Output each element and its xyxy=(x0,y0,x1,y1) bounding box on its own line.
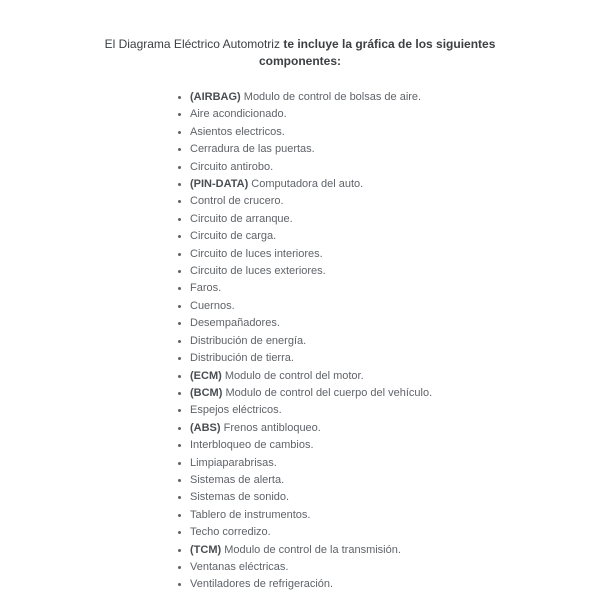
page-title-bold: te incluye la gráfica de los siguientes componentes: xyxy=(258,37,496,68)
component-list-item xyxy=(190,124,600,141)
component-label: Circuito de carga. xyxy=(190,230,277,243)
component-code: (ECM) xyxy=(190,369,222,382)
component-label: Computadora del auto. xyxy=(248,178,364,191)
component-label: Faros. xyxy=(190,282,222,295)
page-title-regular: El Diagrama Eléctrico Automotriz xyxy=(104,37,280,51)
component-list-item xyxy=(190,489,600,506)
component-label: Control de crucero. xyxy=(190,195,284,208)
component-list-item xyxy=(190,559,600,576)
component-label: Cerradura de las puertas. xyxy=(190,143,315,156)
component-list-item xyxy=(190,246,600,263)
component-label: Circuito antirobo. xyxy=(190,160,274,173)
component-label: Circuito de luces exteriores. xyxy=(190,265,326,278)
component-list-item xyxy=(190,298,600,315)
component-code: (ABS) xyxy=(190,421,221,434)
component-list-item xyxy=(190,263,600,280)
component-label: Sistemas de alerta. xyxy=(190,473,285,486)
component-list-item xyxy=(190,402,600,419)
component-code: (TCM) xyxy=(190,543,222,556)
page-title xyxy=(80,36,520,70)
component-list-item xyxy=(190,315,600,332)
component-list-item xyxy=(190,437,600,454)
component-list-item xyxy=(190,141,600,158)
component-label: Modulo de control del motor. xyxy=(221,369,364,382)
component-label: Cuernos. xyxy=(190,299,235,312)
component-code: (PIN-DATA) xyxy=(190,178,249,191)
component-list-item xyxy=(190,507,600,524)
component-list-item xyxy=(190,280,600,297)
component-label: Ventanas eléctricas. xyxy=(190,560,289,573)
component-label: Interbloqueo de cambios. xyxy=(190,439,314,452)
component-label: Aire acondicionado. xyxy=(190,108,287,121)
component-label: Modulo de control del cuerpo del vehículo. xyxy=(222,386,433,399)
component-list-item xyxy=(190,385,600,402)
component-label: Techo corredizo. xyxy=(190,526,271,539)
component-label: Tablero de instrumentos. xyxy=(190,508,311,521)
component-code: (AIRBAG) xyxy=(190,91,241,103)
component-label: Asientos electricos. xyxy=(190,125,285,138)
components-list xyxy=(0,89,600,594)
component-list-item xyxy=(190,333,600,350)
component-label: Circuito de arranque. xyxy=(190,212,293,225)
component-label: Desempañadores. xyxy=(190,317,280,330)
component-list-item xyxy=(190,576,600,593)
component-label: Espejos eléctricos. xyxy=(190,404,282,417)
component-label: Modulo de control de la transmisión. xyxy=(221,543,401,556)
component-label: Frenos antibloqueo. xyxy=(220,421,321,434)
component-list-item xyxy=(190,106,600,123)
component-label: Circuito de luces interiores. xyxy=(190,247,323,260)
component-list-item xyxy=(190,472,600,489)
component-list-item xyxy=(190,159,600,176)
component-label: Ventiladores de refrigeración. xyxy=(190,578,334,591)
component-list-item xyxy=(190,176,600,193)
component-list-item xyxy=(190,455,600,472)
component-list-item xyxy=(190,228,600,245)
component-list-item xyxy=(190,368,600,385)
component-list-item xyxy=(190,420,600,437)
component-label: Distribución de tierra. xyxy=(190,352,294,365)
component-list-item xyxy=(190,211,600,228)
component-label: Distribución de energía. xyxy=(190,334,307,347)
component-label: Limpiaparabrisas. xyxy=(190,456,277,469)
component-code: (BCM) xyxy=(190,386,223,399)
component-list-item xyxy=(190,193,600,210)
component-list-item xyxy=(190,89,600,106)
component-list-item xyxy=(190,524,600,541)
component-list-item xyxy=(190,350,600,367)
component-label: Modulo de control de bolsas de aire. xyxy=(240,91,422,103)
component-list-item xyxy=(190,542,600,559)
component-label: Sistemas de sonido. xyxy=(190,491,290,504)
